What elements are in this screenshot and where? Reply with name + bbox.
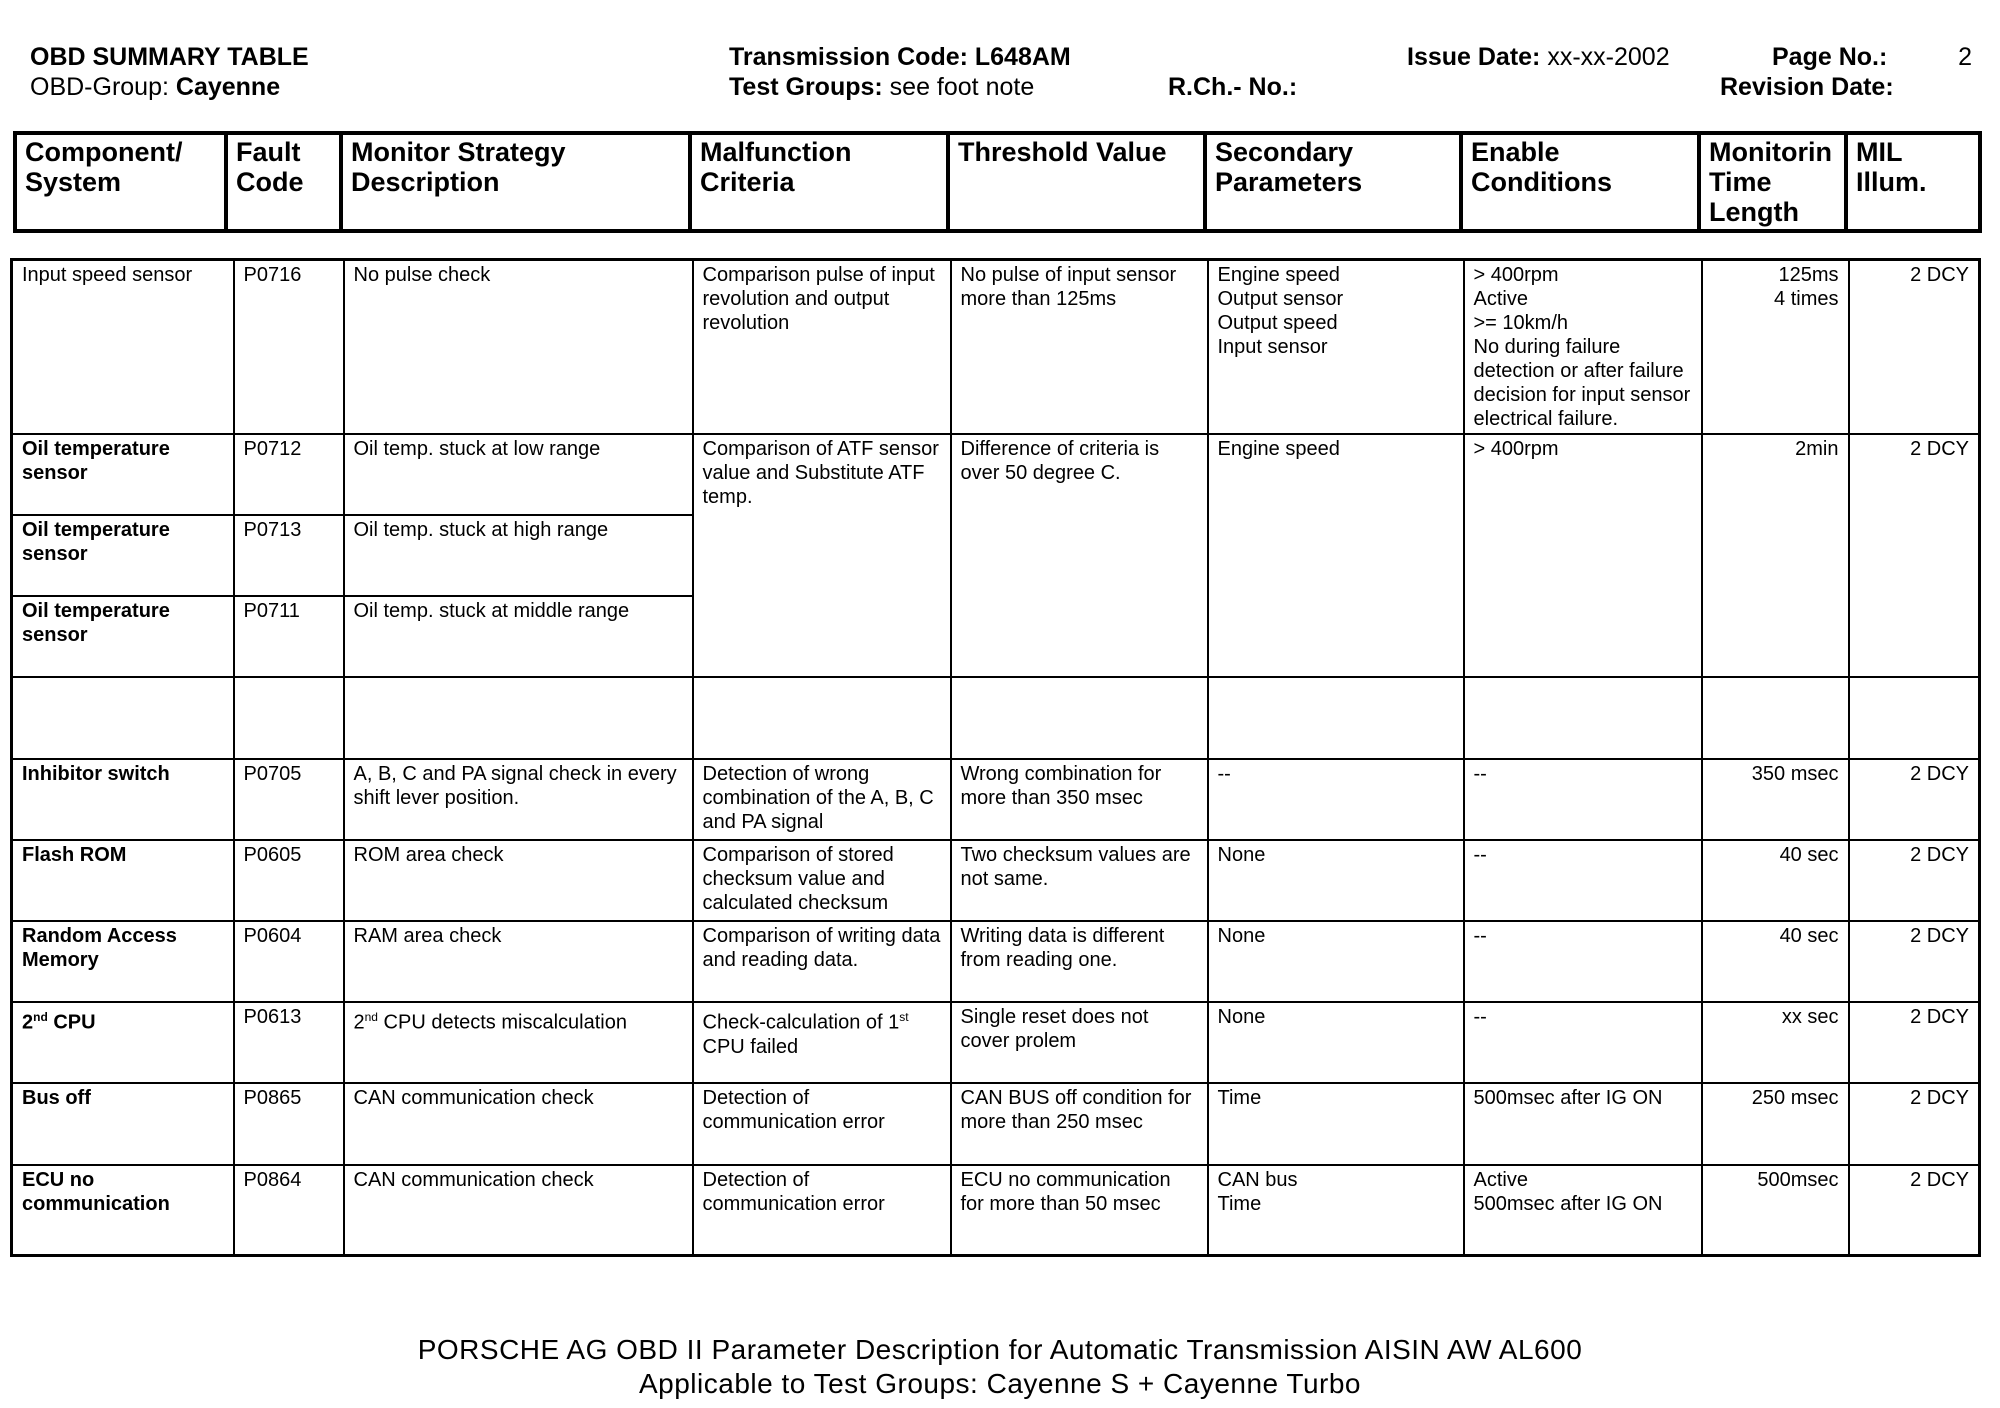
strategy-cell: CAN communication check xyxy=(344,1083,693,1165)
table-row xyxy=(12,840,1980,921)
page-no-value: 2 xyxy=(1958,43,1972,71)
time-cell: 250 msec xyxy=(1702,1083,1849,1165)
criteria-text: Check-calculation of 1 xyxy=(702,1011,900,1034)
column-header-table xyxy=(13,131,1982,233)
criteria-cell: Detection of communication error xyxy=(693,1083,951,1165)
secondary-cell: Engine speed Output sensor Output speed Input sensor xyxy=(1208,260,1464,435)
criteria-cell: Detection of communication error xyxy=(693,1165,951,1255)
fault-code-cell: P0865 xyxy=(234,1083,344,1165)
component-cell: Flash ROM xyxy=(12,840,234,921)
test-groups-label: Test Groups: xyxy=(729,73,883,101)
test-groups xyxy=(729,72,1034,102)
obd-group-value: Cayenne xyxy=(175,73,281,101)
table-row xyxy=(12,434,1980,515)
strategy-cell: Oil temp. stuck at high range xyxy=(344,515,693,596)
component-cell: Oil temperature sensor xyxy=(12,596,234,677)
mil-cell: 2 DCY xyxy=(1849,1083,1980,1165)
threshold-cell: Difference of criteria is over 50 degree C. xyxy=(951,434,1208,677)
component-cell xyxy=(12,1002,234,1083)
revision-date: Revision Date: xyxy=(1720,73,1894,101)
secondary-cell: None xyxy=(1208,840,1464,921)
criteria-cell xyxy=(693,1002,951,1083)
strategy-cell: Oil temp. stuck at low range xyxy=(344,434,693,515)
threshold-cell: ECU no communication for more than 50 msec xyxy=(951,1165,1208,1255)
enable-cell: Active 500msec after IG ON xyxy=(1464,1165,1702,1255)
strategy-cell: No pulse check xyxy=(344,260,693,435)
strategy-ordinal-suffix: nd xyxy=(364,1010,378,1024)
strategy-cell: A, B, C and PA signal check in every shift lever position. xyxy=(344,759,693,840)
mil-cell: 2 DCY xyxy=(1849,1002,1980,1083)
component-name: CPU xyxy=(47,1011,96,1034)
enable-cell: > 400rpm Active >= 10km/h No during failure detection or after failure decision for input sensor electrical failure. xyxy=(1464,260,1702,435)
criteria-cell: Comparison of ATF sensor value and Substitute ATF temp. xyxy=(693,434,951,677)
time-cell: 350 msec xyxy=(1702,759,1849,840)
threshold-cell: CAN BUS off condition for more than 250 msec xyxy=(951,1083,1208,1165)
criteria-ordinal-suffix: st xyxy=(899,1010,909,1024)
component-cell: ECU no communication xyxy=(12,1165,234,1255)
mil-cell: 2 DCY xyxy=(1849,759,1980,840)
strategy-text: CPU detects miscalculation xyxy=(377,1011,627,1034)
mil-cell: 2 DCY xyxy=(1849,921,1980,1002)
component-cell: Input speed sensor xyxy=(12,260,234,435)
col-monitoring-time: Monitorin Time Length xyxy=(1699,133,1846,231)
criteria-cell: Detection of wrong combination of the A, B, C and PA signal xyxy=(693,759,951,840)
enable-cell: -- xyxy=(1464,840,1702,921)
mil-cell: 2 DCY xyxy=(1849,260,1980,435)
fault-code-cell: P0864 xyxy=(234,1165,344,1255)
mil-cell: 2 DCY xyxy=(1849,1165,1980,1255)
column-header-row xyxy=(15,133,1980,231)
threshold-cell: Single reset does not cover prolem xyxy=(951,1002,1208,1083)
footer-line-1: PORSCHE AG OBD II Parameter Description for Automatic Transmission AISIN AW AL600 xyxy=(417,1334,1583,1365)
strategy-cell: RAM area check xyxy=(344,921,693,1002)
doc-title: OBD SUMMARY TABLE xyxy=(30,43,309,71)
table-row xyxy=(12,1002,1980,1083)
obd-group-label: OBD-Group: xyxy=(30,73,169,101)
col-component: Component/ System xyxy=(25,137,183,197)
strategy-ordinal: 2 xyxy=(353,1011,365,1034)
fault-code-cell: P0604 xyxy=(234,921,344,1002)
strategy-cell: Oil temp. stuck at middle range xyxy=(344,596,693,677)
strategy-cell: CAN communication check xyxy=(344,1165,693,1255)
page-no-label: Page No.: xyxy=(1772,43,1888,71)
col-monitor-strategy: Monitor Strategy Description xyxy=(341,133,690,231)
component-cell: Inhibitor switch xyxy=(12,759,234,840)
fault-code-cell: P0613 xyxy=(234,1002,344,1083)
secondary-cell: Engine speed xyxy=(1208,434,1464,677)
time-cell: 40 sec xyxy=(1702,921,1849,1002)
threshold-cell: Writing data is different from reading one. xyxy=(951,921,1208,1002)
fault-code-cell: P0716 xyxy=(234,260,344,435)
criteria-cell: Comparison pulse of input revolution and output revolution xyxy=(693,260,951,435)
transmission-code: Transmission Code: L648AM xyxy=(729,43,1071,71)
time-cell: 40 sec xyxy=(1702,840,1849,921)
criteria-cell: Comparison of writing data and reading data. xyxy=(693,921,951,1002)
fault-code-cell: P0713 xyxy=(234,515,344,596)
fault-code-cell: P0711 xyxy=(234,596,344,677)
strategy-cell: ROM area check xyxy=(344,840,693,921)
component-cell: Oil temperature sensor xyxy=(12,434,234,515)
threshold-cell: No pulse of input sensor more than 125ms xyxy=(951,260,1208,435)
table-row xyxy=(12,260,1980,435)
table-row xyxy=(12,921,1980,1002)
strategy-cell xyxy=(344,1002,693,1083)
enable-cell: > 400rpm xyxy=(1464,434,1702,677)
table-row xyxy=(12,1083,1980,1165)
issue-date xyxy=(1407,42,1670,72)
test-groups-value: see foot note xyxy=(889,73,1035,101)
threshold-cell: Wrong combination for more than 350 msec xyxy=(951,759,1208,840)
secondary-cell: CAN bus Time xyxy=(1208,1165,1464,1255)
threshold-cell: Two checksum values are not same. xyxy=(951,840,1208,921)
secondary-cell: None xyxy=(1208,1002,1464,1083)
col-secondary-parameters: Secondary Parameters xyxy=(1205,133,1461,231)
component-ordinal-suffix: nd xyxy=(33,1010,48,1024)
table-row xyxy=(12,759,1980,840)
time-cell: xx sec xyxy=(1702,1002,1849,1083)
enable-cell: -- xyxy=(1464,921,1702,1002)
col-fault-code: Fault Code xyxy=(226,133,341,231)
component-cell: Bus off xyxy=(12,1083,234,1165)
fault-code-cell: P0712 xyxy=(234,434,344,515)
time-cell: 125ms 4 times xyxy=(1702,260,1849,435)
col-malfunction-criteria: Malfunction Criteria xyxy=(690,133,948,231)
empty-row xyxy=(12,677,1980,759)
component-cell: Oil temperature sensor xyxy=(12,515,234,596)
secondary-cell: None xyxy=(1208,921,1464,1002)
mil-cell: 2 DCY xyxy=(1849,434,1980,677)
footer-line-2: Applicable to Test Groups: Cayenne S + Cayenne Turbo xyxy=(638,1368,1362,1399)
criteria-text-2: CPU failed xyxy=(702,1035,799,1058)
issue-date-label: Issue Date: xyxy=(1407,43,1541,71)
fault-code-cell: P0605 xyxy=(234,840,344,921)
obd-summary-table xyxy=(10,258,1981,1257)
rch-no: R.Ch.- No.: xyxy=(1168,73,1298,101)
secondary-cell: -- xyxy=(1208,759,1464,840)
time-cell: 2min xyxy=(1702,434,1849,677)
enable-cell: -- xyxy=(1464,1002,1702,1083)
time-cell: 500msec xyxy=(1702,1165,1849,1255)
obd-group xyxy=(30,72,280,102)
fault-code-cell: P0705 xyxy=(234,759,344,840)
col-threshold: Threshold Value xyxy=(948,133,1205,231)
mil-cell: 2 DCY xyxy=(1849,840,1980,921)
issue-date-value: xx-xx-2002 xyxy=(1547,43,1670,71)
enable-cell: 500msec after IG ON xyxy=(1464,1083,1702,1165)
secondary-cell: Time xyxy=(1208,1083,1464,1165)
col-mil: MIL Illum. xyxy=(1846,133,1980,231)
component-cell: Random Access Memory xyxy=(12,921,234,1002)
criteria-cell: Comparison of stored checksum value and calculated checksum xyxy=(693,840,951,921)
enable-cell: -- xyxy=(1464,759,1702,840)
table-row xyxy=(12,1165,1980,1255)
col-enable-conditions: Enable Conditions xyxy=(1461,133,1699,231)
component-ordinal: 2 xyxy=(22,1011,34,1034)
